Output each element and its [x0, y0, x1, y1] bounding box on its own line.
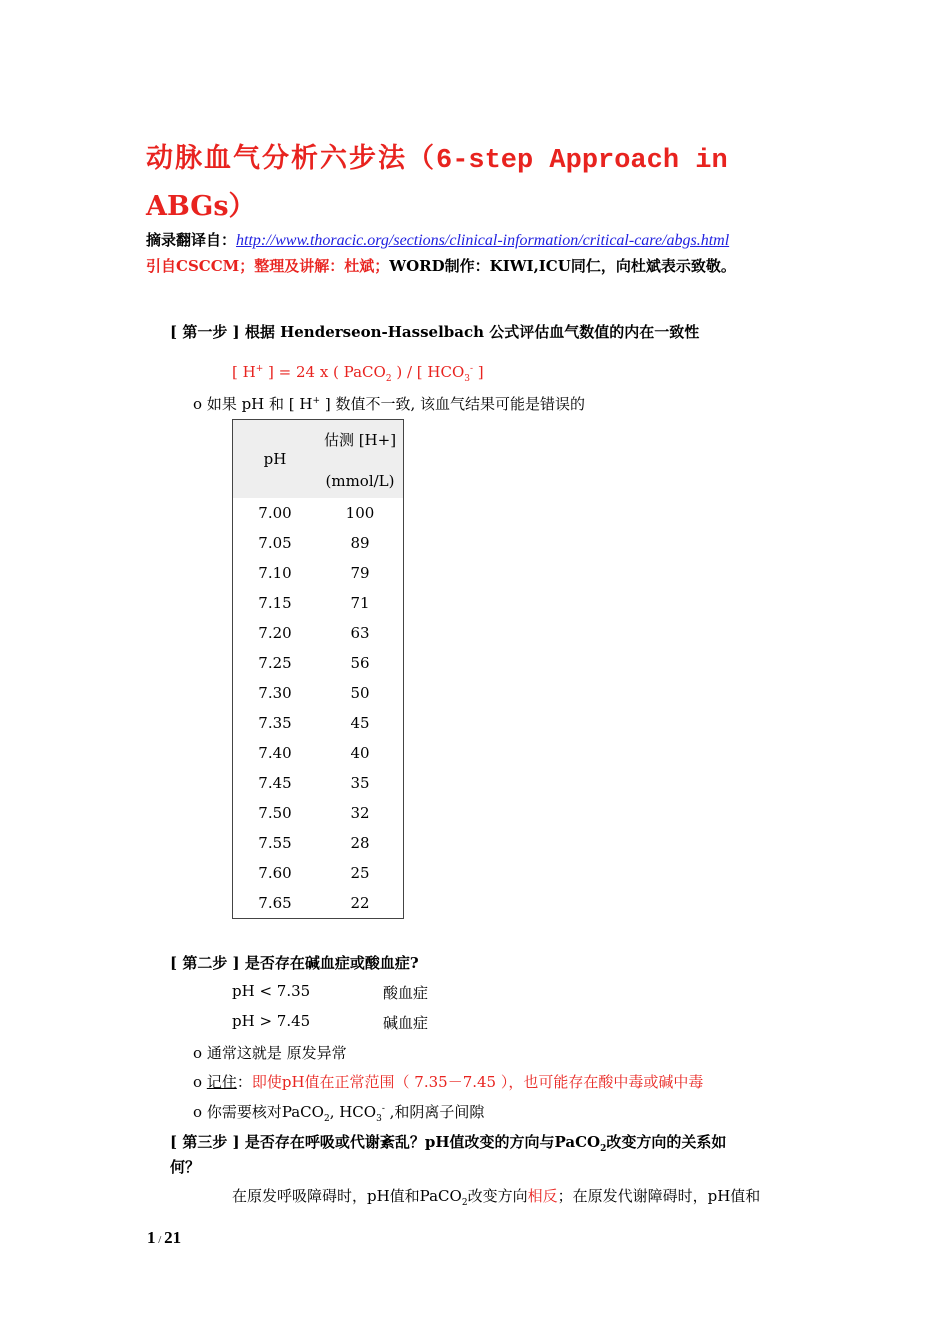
table-row	[233, 798, 404, 828]
table-row	[233, 858, 404, 888]
para-sub-2: 2	[461, 1198, 468, 1208]
table-header-row	[233, 420, 404, 499]
formula-part-c: ) / [ HCO	[391, 363, 465, 381]
ph-value: 7.15	[258, 594, 292, 612]
table-row	[233, 588, 404, 618]
ph-value: 7.45	[258, 774, 292, 792]
note3-sub-3: 3	[376, 1114, 382, 1124]
table-row	[233, 528, 404, 558]
header-ph: pH	[233, 420, 318, 499]
h-value: 40	[350, 744, 370, 762]
step3-heading-b: 改变方向的关系如	[606, 1133, 727, 1151]
table-row	[233, 618, 404, 648]
header-h-line2: (mmol/L)	[325, 471, 395, 490]
h-value: 35	[350, 774, 370, 792]
h-value: 63	[350, 624, 370, 642]
table-row	[233, 768, 404, 798]
h-value: 25	[350, 864, 370, 882]
para-part-c: ；在原发代谢障碍时，pH值和	[557, 1187, 761, 1205]
formula-part-b: ] = 24 x ( PaCO	[263, 363, 386, 381]
source-line	[146, 229, 729, 250]
note-part-b: ] 数值不一致, 该血气结果可能是错误的	[320, 395, 585, 413]
ph-value: 7.00	[258, 504, 292, 522]
table-row	[233, 738, 404, 768]
ph-value: 7.40	[258, 744, 292, 762]
h-value: 100	[345, 504, 375, 522]
para-red: 相反	[527, 1187, 558, 1205]
rule1-condition: pH < 7.35	[232, 982, 311, 1000]
source-label: 摘录翻译自：	[146, 231, 237, 249]
title-chinese: 动脉血气分析六步法（	[146, 143, 436, 174]
step3-paragraph	[232, 1185, 760, 1208]
table-row	[233, 648, 404, 678]
step3-heading	[170, 1131, 726, 1154]
note3-part-a: 你需要核对PaCO	[206, 1103, 324, 1121]
ph-value: 7.60	[258, 864, 292, 882]
h-value: 71	[350, 594, 370, 612]
note3-part-b: , HCO	[329, 1103, 377, 1121]
ph-value: 7.10	[258, 564, 292, 582]
table-row	[233, 558, 404, 588]
ph-value: 7.50	[258, 804, 292, 822]
total-pages: 21	[164, 1228, 182, 1247]
table-row	[233, 708, 404, 738]
bullet: o	[193, 1103, 203, 1121]
note3-sup-minus: -	[381, 1104, 385, 1114]
table-row	[233, 498, 404, 528]
table-row	[233, 678, 404, 708]
ph-value: 7.05	[258, 534, 292, 552]
rule2-result: 碱血症	[383, 1014, 429, 1032]
h-value: 56	[350, 654, 370, 672]
ph-value: 7.20	[258, 624, 292, 642]
bullet: o	[193, 1044, 203, 1062]
note-part-a: 如果 pH 和 [ H	[206, 395, 313, 413]
page-separator: /	[155, 1234, 165, 1246]
ph-value: 7.55	[258, 834, 292, 852]
bullet: o	[193, 1073, 203, 1091]
note1-text: 通常这就是 原发异常	[206, 1044, 347, 1062]
ph-value: 7.30	[258, 684, 292, 702]
document-title-line2: ABGs）	[146, 191, 256, 222]
step2-note2	[193, 1071, 703, 1092]
page-number	[147, 1228, 181, 1248]
rule2-condition: pH > 7.45	[232, 1012, 311, 1030]
step2-note3	[193, 1101, 484, 1124]
ph-h-table	[232, 419, 404, 919]
step1-formula	[232, 363, 484, 384]
h-value: 50	[350, 684, 370, 702]
step3-heading-line2: 何？	[170, 1158, 201, 1176]
credits-black: WORD制作：KIWI,ICU同仁，向杜斌表示致敬。	[389, 257, 736, 275]
formula-sup-plus: +	[255, 364, 264, 374]
h-value: 79	[350, 564, 370, 582]
formula-part-a: [ H	[232, 363, 256, 381]
h-value: 28	[350, 834, 370, 852]
bullet: o	[193, 395, 203, 413]
formula-sub-3: 3	[464, 374, 470, 384]
current-page: 1	[147, 1228, 156, 1247]
document-title	[146, 136, 728, 176]
note3-part-c: ,和阴离子间隙	[384, 1103, 485, 1121]
table-row	[233, 828, 404, 858]
para-part-b: 改变方向	[467, 1187, 528, 1205]
credits-line	[146, 255, 736, 276]
title-english: 6-step Approach in	[436, 146, 728, 176]
remember-label: 记住	[206, 1073, 237, 1091]
credits-red: 引自CSCCM；整理及讲解：杜斌；	[146, 257, 390, 275]
table-row	[233, 888, 404, 919]
ph-value: 7.35	[258, 714, 292, 732]
remember-text: 即使pH值在正常范围（ 7.35－7.45 ），也可能存在酸中毒或碱中毒	[251, 1073, 704, 1091]
step1-heading: [ 第一步 ] 根据 Henderseon-Hasselbach 公式评估血气数值的内在一致性	[170, 323, 700, 341]
table-body	[233, 498, 404, 919]
step3-sub-2: 2	[600, 1144, 607, 1154]
note3-sub-2: 2	[323, 1114, 330, 1124]
rule1-result: 酸血症	[383, 984, 429, 1002]
formula-sub-2: 2	[385, 374, 392, 384]
h-value: 45	[350, 714, 370, 732]
formula-sup-minus: -	[469, 364, 474, 374]
header-h-line1: 估测 [H+]	[323, 430, 397, 449]
h-value: 32	[350, 804, 370, 822]
formula-part-d: ]	[473, 363, 484, 381]
ph-value: 7.25	[258, 654, 292, 672]
header-h	[317, 420, 404, 499]
ph-value: 7.65	[258, 894, 292, 912]
h-value: 89	[350, 534, 370, 552]
step2-heading: [ 第二步 ] 是否存在碱血症或酸血症?	[170, 954, 419, 972]
h-value: 22	[350, 894, 370, 912]
step3-heading-a: [ 第三步 ] 是否存在呼吸或代谢紊乱？pH值改变的方向与PaCO	[170, 1133, 601, 1151]
source-link[interactable]: http://www.thoracic.org/sections/clinical-information/critical-care/abgs.html	[236, 232, 730, 249]
para-part-a: 在原发呼吸障碍时，pH值和PaCO	[232, 1187, 462, 1205]
step2-note1	[193, 1042, 347, 1063]
note-sup-plus: +	[312, 396, 321, 406]
remember-colon: ：	[236, 1073, 252, 1091]
step1-note	[193, 393, 585, 414]
